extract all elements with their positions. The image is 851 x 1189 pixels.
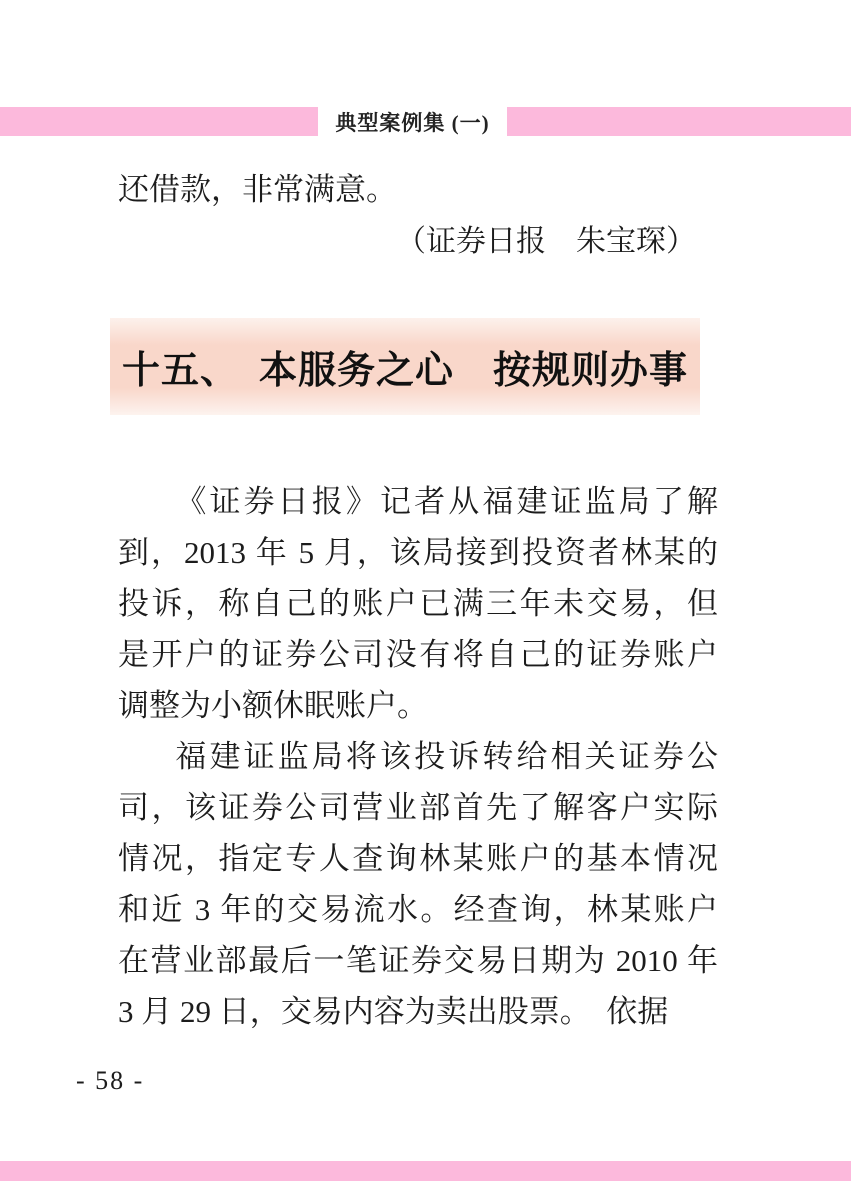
body-text-line: 和近 3 年的交易流水。经查询，林某账户 — [118, 892, 718, 927]
body-text-line: 3 月 29 日，交易内容为卖出股票。 依据 — [118, 994, 669, 1029]
section-heading-banner — [110, 318, 700, 415]
body-text-line: 是开户的证券公司没有将自己的证券账户 — [118, 637, 718, 672]
header-band — [0, 107, 851, 136]
body-text-line: 在营业部最后一笔证券交易日期为 2010 年 — [118, 943, 718, 978]
body-text-line: 投诉，称自己的账户已满三年未交易，但 — [118, 586, 718, 621]
footer-band — [0, 1161, 851, 1181]
page-number: - 58 - — [76, 1066, 145, 1095]
body-text-line: 到，2013 年 5 月，该局接到投资者林某的 — [118, 535, 718, 570]
body-text-line: 情况，指定专人查询林某账户的基本情况 — [118, 841, 718, 876]
body-text-line: 《证券日报》记者从福建证监局了解 — [175, 484, 718, 519]
body-text-line: 还借款，非常满意。 — [118, 172, 397, 207]
body-text-line: 司，该证券公司营业部首先了解客户实际 — [118, 790, 718, 825]
running-head-title: 典型案例集 (一) — [335, 110, 490, 135]
paragraph — [118, 731, 718, 1037]
previous-section-ending — [118, 164, 718, 268]
header-band-right-segment — [507, 107, 851, 136]
header-band-left-segment — [0, 107, 318, 136]
section-heading-text: 十五、 本服务之心 按规则办事 — [121, 350, 688, 392]
paragraph — [118, 476, 718, 731]
body-text — [118, 476, 718, 1037]
source-attribution: （证券日报 朱宝琛） — [396, 225, 696, 258]
body-text-line: 调整为小额休眠账户。 — [118, 688, 428, 723]
body-text-line: 福建证监局将该投诉转给相关证券公 — [175, 739, 718, 774]
